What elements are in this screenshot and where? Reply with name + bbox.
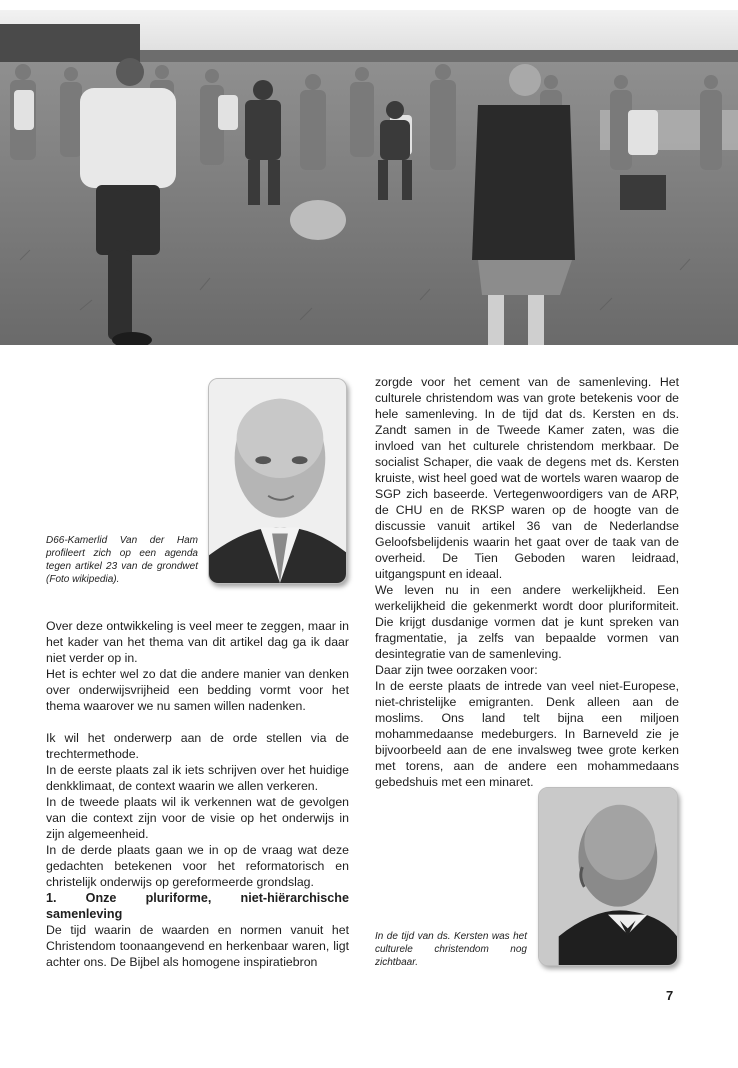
left-paragraph-6: In de derde plaats gaan we in op de vraag wat deze gedachten betekenen voor het reformatorisch en christelijk onderwijs op gereformeerde grondslag. bbox=[46, 843, 349, 889]
left-paragraph-3: Ik wil het onderwerp aan de orde stellen via de trechtermethode. bbox=[46, 731, 349, 761]
left-paragraph-2: Het is echter wel zo dat die andere manier van denken over onderwijsvrijheid een bedding vormt voor het thema waarover we nu samen willen nadenken. bbox=[46, 667, 349, 713]
left-paragraph-1: Over deze ontwikkeling is veel meer te zeggen, maar in het kader van het thema van dit artikel dag ga ik daar niet verder op in. bbox=[46, 619, 349, 665]
left-paragraph-4: In de eerste plaats zal ik iets schrijven over het huidige denkklimaat, de context waarin we allen verkeren. bbox=[46, 763, 349, 793]
section-paragraph: De tijd waarin de waarden en normen vanuit het Christendom toonaangevend en herkenbaar waren, ligt achter ons. De Bijbel als homogene inspiratiebron bbox=[46, 923, 349, 969]
right-paragraph-4: In de eerste plaats de intrede van veel niet-Europese, niet-christelijke emigranten. Denk alleen aan de moslims. Ons land telt bijna een miljoen mohammedaanse medeburgers. In Barneveld zie je bijvoorbeeld aan de ene invalsweg twee grote kerken met torens, aan de andere een mohammedaans gebedshuis met een minaret. bbox=[375, 679, 679, 789]
right-paragraph-3: Daar zijn twee oorzaken voor: bbox=[375, 663, 538, 677]
top-photo bbox=[0, 10, 738, 345]
page-number: 7 bbox=[666, 988, 674, 1003]
portrait-photo-kersten bbox=[538, 787, 678, 966]
portrait-caption-van-der-ham: D66-Kamerlid Van der Ham profileert zich op een agenda tegen artikel 23 van de grondwet (Foto wikipedia). bbox=[46, 535, 198, 585]
section-heading: 1. Onze pluriforme, niet-hiërarchische samenleving bbox=[46, 891, 349, 921]
right-paragraph-1: zorgde voor het cement van de samenleving. Het culturele christendom was van grote betekenis voor de hele samenleving. In de tijd dat ds. Kersten en ds. Zandt samen in de Tweede Kamer zaten, was die invloed van het culturele christendom merkbaar. De socialist Schaper, die vaak de degens met ds. Kersten kruiste, wist heel goed wat de wortels waren waarop de SGP zich baseerde. Vertegenwoordigers van de ARP, de CHU en de RKSP waren op de hoogte van de discussie vanuit artikel 36 van de Nederlandse Geloofsbelijdenis waarin het gaat over de taak van de overheid. De Tien Geboden waren leidraad, uitgangspunt en ideaal. bbox=[375, 375, 679, 581]
right-paragraph-2: We leven nu in een andere werkelijkheid. Een werkelijkheid die gekenmerkt wordt door pluriformiteit. Die krijgt dusdanige vormen dat je kunt spreken van fragmentatie, ja zelfs van bepaalde vormen van desintegratie van de samenleving. bbox=[375, 583, 679, 661]
group-photo-image bbox=[0, 10, 738, 345]
portrait-van-der-ham-image bbox=[209, 379, 346, 583]
portrait-kersten-image bbox=[539, 788, 677, 965]
right-text-column bbox=[375, 374, 679, 790]
left-paragraph-5: In de tweede plaats wil ik verkennen wat de gevolgen van die context zijn voor de visie op het onderwijs in zijn algemeenheid. bbox=[46, 795, 349, 841]
portrait-photo-van-der-ham bbox=[208, 378, 347, 584]
left-text-column bbox=[46, 618, 349, 970]
portrait-caption-kersten: In de tijd van ds. Kersten was het culturele christendom nog zichtbaar. bbox=[375, 931, 527, 968]
